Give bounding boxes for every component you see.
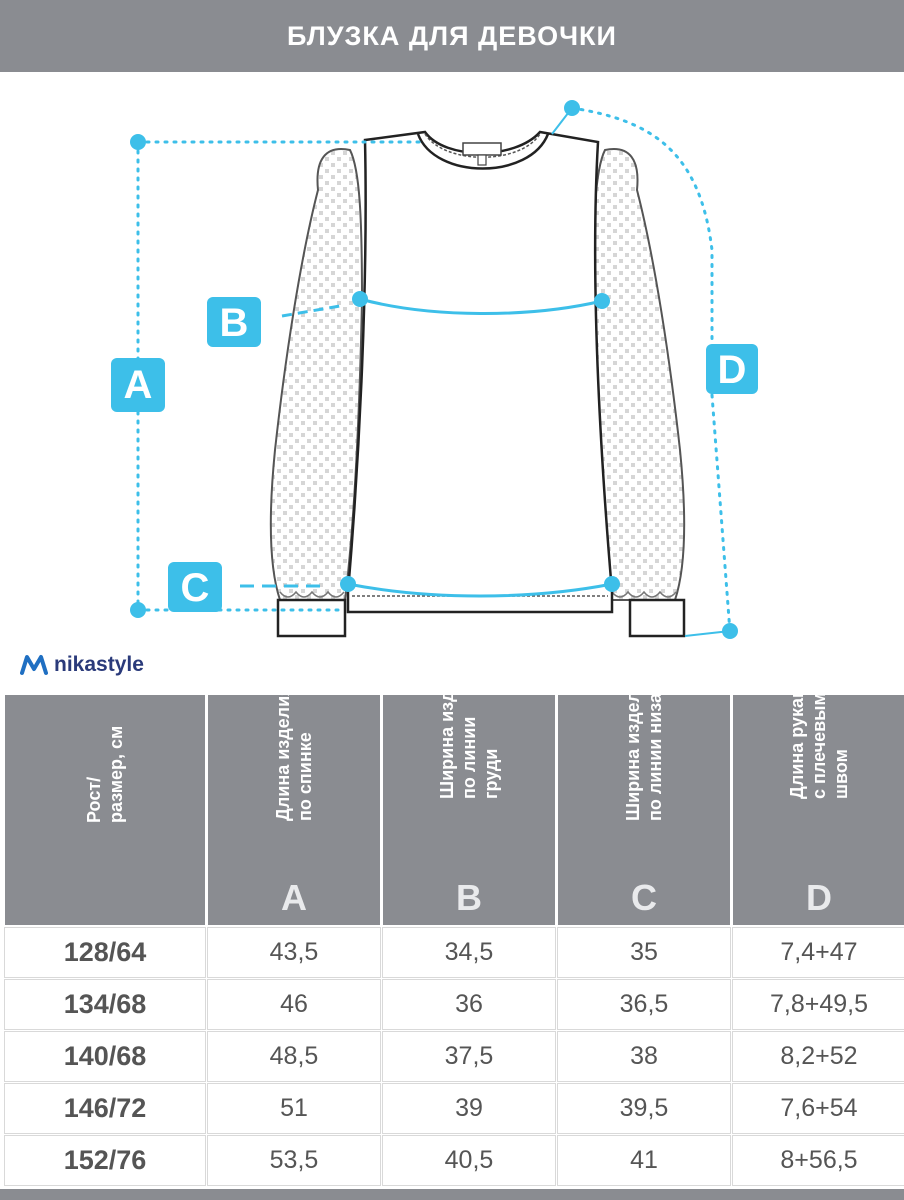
header-label: Рост/ размер, см	[84, 725, 126, 823]
blouse-measurement-diagram	[0, 72, 904, 640]
value-cell-b: 34,5	[383, 928, 555, 977]
header-letter: D	[806, 877, 832, 918]
value-cell-b: 40,5	[383, 1136, 555, 1185]
table-row	[5, 980, 904, 1029]
value-cell-c: 39,5	[558, 1084, 730, 1133]
value-cell-b: 37,5	[383, 1032, 555, 1081]
value-cell-c: 35	[558, 928, 730, 977]
size-cell: 128/64	[5, 928, 205, 977]
size-cell: 140/68	[5, 1032, 205, 1081]
value-cell-c: 36,5	[558, 980, 730, 1029]
header-label: Длина изделия по спинке	[273, 685, 315, 821]
label-b-badge	[207, 297, 261, 347]
value-cell-a: 46	[208, 980, 380, 1029]
value-cell-d: 8+56,5	[733, 1136, 904, 1185]
value-cell-c: 38	[558, 1032, 730, 1081]
value-cell-d: 7,6+54	[733, 1084, 904, 1133]
header-label: Ширина изделия по линии груди	[437, 647, 501, 799]
value-cell-d: 7,8+49,5	[733, 980, 904, 1029]
table-row	[5, 1136, 904, 1185]
header-d	[733, 677, 904, 925]
brand-name: nikastyle	[54, 653, 144, 676]
header-letter: A	[281, 877, 307, 918]
size-cell: 134/68	[5, 980, 205, 1029]
value-cell-a: 51	[208, 1084, 380, 1133]
value-cell-a: 48,5	[208, 1032, 380, 1081]
label-b: B	[219, 301, 249, 345]
table-row	[5, 928, 904, 977]
table-row	[5, 1084, 904, 1133]
page-title: БЛУЗКА ДЛЯ ДЕВОЧКИ	[0, 0, 904, 72]
label-d-badge	[706, 344, 758, 394]
header-b	[383, 647, 555, 925]
value-cell-a: 43,5	[208, 928, 380, 977]
size-table-header-row	[5, 695, 904, 925]
header-letter: B	[456, 877, 482, 918]
value-cell-d: 8,2+52	[733, 1032, 904, 1081]
left-sleeve	[271, 149, 362, 600]
header-size	[5, 695, 205, 925]
value-cell-a: 53,5	[208, 1136, 380, 1185]
neck-label	[463, 143, 501, 155]
label-a: A	[123, 363, 153, 407]
value-cell-b: 36	[383, 980, 555, 1029]
label-a-badge	[111, 358, 165, 412]
header-c	[558, 669, 730, 925]
header-label: Ширина изделия по линии низа	[623, 669, 665, 821]
label-d: D	[717, 348, 747, 392]
header-label: Длина рукава с плечевым швом	[787, 677, 851, 799]
value-cell-b: 39	[383, 1084, 555, 1133]
value-cell-c: 41	[558, 1136, 730, 1185]
header-letter: C	[631, 877, 657, 918]
nikastyle-logo-icon	[20, 653, 48, 677]
label-c: C	[180, 566, 210, 610]
footer-bar	[0, 1189, 904, 1200]
size-cell: 146/72	[5, 1084, 205, 1133]
label-c-badge	[168, 562, 222, 612]
size-cell: 152/76	[5, 1136, 205, 1185]
header-a	[208, 685, 380, 925]
blouse-body	[348, 132, 612, 612]
value-cell-d: 7,4+47	[733, 928, 904, 977]
table-row	[5, 1032, 904, 1081]
